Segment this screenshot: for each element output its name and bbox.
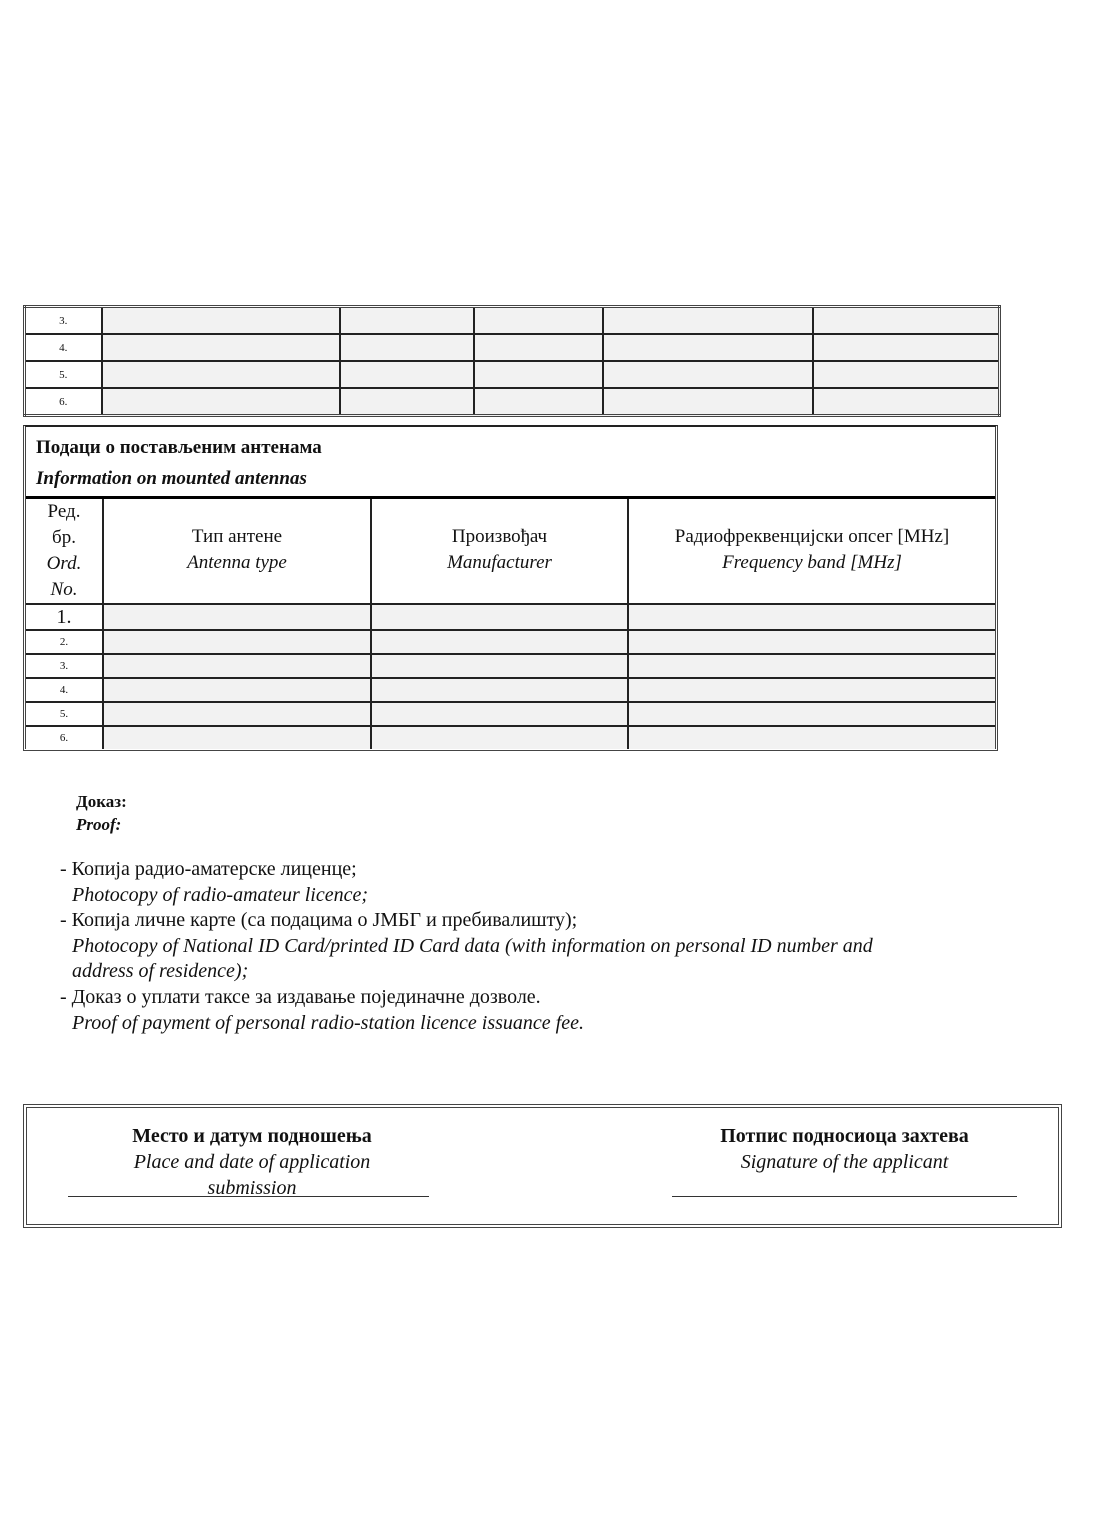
- table-cell-input[interactable]: [103, 678, 371, 702]
- row-number: 2.: [26, 630, 103, 654]
- row-number: 4.: [26, 678, 103, 702]
- applicant-signature-label-english: Signature of the applicant: [740, 1151, 949, 1173]
- table-cell-input[interactable]: [628, 726, 995, 749]
- table-cell-input[interactable]: [340, 361, 474, 388]
- antennas-section-header: [26, 427, 995, 499]
- column-header-label: Ред.: [47, 501, 81, 522]
- table-row: [25, 361, 1000, 388]
- column-header-label-english: No.: [50, 579, 78, 600]
- row-number: 1.: [26, 604, 103, 630]
- table-cell-input[interactable]: [628, 654, 995, 678]
- column-header-frequency-band: [628, 499, 995, 604]
- proof-label: Доказ:: [76, 792, 127, 811]
- table-cell-input[interactable]: [340, 334, 474, 361]
- column-header-antenna-type: [103, 499, 371, 604]
- row-number: 5.: [25, 361, 102, 388]
- section-title-english: Information on mounted antennas: [36, 468, 307, 489]
- row-number: 3.: [26, 654, 103, 678]
- place-date-block: [67, 1123, 437, 1201]
- column-header-label: Произвођач: [451, 526, 548, 547]
- table-row: [25, 307, 1000, 335]
- table-cell-input[interactable]: [603, 334, 813, 361]
- signature-box: [23, 1104, 1062, 1228]
- table-cell-input[interactable]: [603, 361, 813, 388]
- table-cell-input[interactable]: [371, 726, 628, 749]
- table-row: [25, 388, 1000, 416]
- row-number: 4.: [25, 334, 102, 361]
- column-header-label-english: Ord.: [46, 553, 82, 574]
- table-row: [25, 334, 1000, 361]
- column-header-label: бр.: [52, 527, 76, 548]
- column-header-label-english: Frequency band [MHz]: [722, 552, 902, 573]
- column-header-label-english: Antenna type: [187, 552, 287, 573]
- table-row: [26, 678, 995, 702]
- table-cell-input[interactable]: [102, 388, 340, 416]
- table-cell-input[interactable]: [102, 334, 340, 361]
- antennas-table: [26, 499, 995, 749]
- table-cell-input[interactable]: [103, 726, 371, 749]
- row-number: 3.: [25, 307, 102, 335]
- equipment-table: [23, 305, 1001, 417]
- table-row: [26, 630, 995, 654]
- antennas-section: [23, 425, 998, 751]
- column-header-label-english: Manufacturer: [447, 552, 552, 573]
- table-row: [26, 604, 995, 630]
- row-number: 6.: [25, 388, 102, 416]
- proof-item-english: address of residence);: [72, 960, 249, 982]
- column-header-label: Тип антене: [191, 526, 283, 547]
- table-cell-input[interactable]: [371, 678, 628, 702]
- table-cell-input[interactable]: [603, 388, 813, 416]
- table-cell-input[interactable]: [340, 307, 474, 335]
- proof-item: - Копија радио-аматерске лиценце;: [60, 858, 357, 880]
- place-date-label-english: Place and date of application: [133, 1151, 371, 1173]
- table-cell-input[interactable]: [813, 334, 1000, 361]
- table-cell-input[interactable]: [603, 307, 813, 335]
- table-cell-input[interactable]: [474, 388, 603, 416]
- proof-item-english: Photocopy of National ID Card/printed ID Card data (with information on personal ID number and: [72, 935, 873, 957]
- table-cell-input[interactable]: [371, 604, 628, 630]
- place-date-signature-line[interactable]: [68, 1196, 429, 1197]
- table-cell-input[interactable]: [474, 334, 603, 361]
- table-cell-input[interactable]: [628, 702, 995, 726]
- proof-item-english: Photocopy of radio-amateur licence;: [72, 884, 369, 906]
- applicant-signature-block: [672, 1123, 1017, 1175]
- table-cell-input[interactable]: [813, 307, 1000, 335]
- section-title: Подаци о постављеним антенама: [36, 437, 322, 458]
- table-cell-input[interactable]: [474, 307, 603, 335]
- table-cell-input[interactable]: [628, 604, 995, 630]
- table-cell-input[interactable]: [628, 630, 995, 654]
- table-header-row: [26, 499, 995, 604]
- proof-label-english: Proof:: [76, 815, 122, 834]
- proof-item-english: Proof of payment of personal radio-station licence issuance fee.: [72, 1012, 584, 1034]
- table-cell-input[interactable]: [371, 702, 628, 726]
- table-row: [26, 726, 995, 749]
- column-header-label: Радиофреквенцијски опсег [MHz]: [674, 526, 950, 547]
- place-date-label: Место и датум подношења: [132, 1125, 372, 1147]
- table-row: [26, 702, 995, 726]
- proof-item: - Доказ о уплати таксе за издавање појединачне дозволе.: [60, 986, 541, 1008]
- table-cell-input[interactable]: [102, 307, 340, 335]
- table-cell-input[interactable]: [103, 604, 371, 630]
- table-row: [26, 654, 995, 678]
- row-number: 6.: [26, 726, 103, 749]
- table-cell-input[interactable]: [340, 388, 474, 416]
- table-cell-input[interactable]: [813, 388, 1000, 416]
- row-number: 5.: [26, 702, 103, 726]
- table-cell-input[interactable]: [103, 630, 371, 654]
- table-cell-input[interactable]: [628, 678, 995, 702]
- applicant-signature-label: Потпис подносиоца захтева: [720, 1125, 969, 1147]
- table-cell-input[interactable]: [813, 361, 1000, 388]
- table-cell-input[interactable]: [103, 654, 371, 678]
- proof-item: - Копија личне карте (са подацима о ЈМБГ и пребивалишту);: [60, 909, 578, 931]
- table-cell-input[interactable]: [371, 630, 628, 654]
- table-cell-input[interactable]: [102, 361, 340, 388]
- table-cell-input[interactable]: [103, 702, 371, 726]
- column-header-ord-no: [26, 499, 103, 604]
- applicant-signature-line[interactable]: [672, 1196, 1017, 1197]
- place-date-label-english-cont: submission: [207, 1177, 297, 1199]
- table-cell-input[interactable]: [371, 654, 628, 678]
- column-header-manufacturer: [371, 499, 628, 604]
- table-cell-input[interactable]: [474, 361, 603, 388]
